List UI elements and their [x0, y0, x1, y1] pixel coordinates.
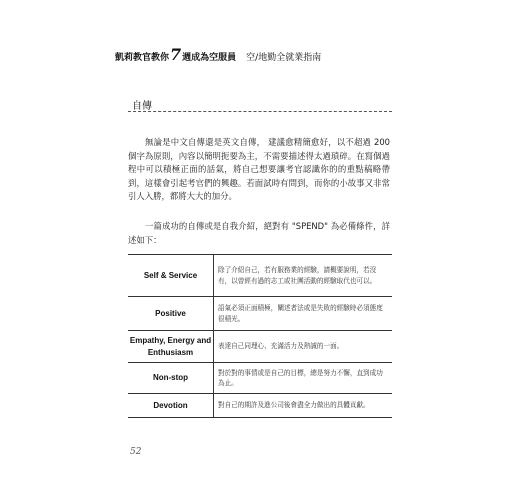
- header-title-number: 7: [170, 45, 182, 64]
- spend-key-devotion: Devotion: [128, 394, 214, 418]
- running-header: [115, 45, 322, 64]
- table-row: [128, 255, 392, 297]
- spend-key-self-service: Self & Service: [128, 255, 214, 297]
- spend-desc-positive: 語氣必須正面積極，闡述者法或是失敗的經驗時必須態度很積光。: [214, 297, 393, 331]
- header-title-suffix: 週成為空服員: [182, 53, 237, 63]
- spend-key-non-stop: Non-stop: [128, 363, 214, 394]
- body-paragraph-intro: 無論是中文自傳還是英文自傳， 建議愈精簡愈好，以不超過 200 個字為原則，內容以簡明扼要為主，不需要描述得太過瑣碎。在寫個過程中可以積極正面的話氣，將自己想要讓考官認識你的的重點稿略帶到，這樣會引起考官們的興趣。若面試時有問到，而你的小故事又非常引人入勝，都將大大的加分。: [128, 137, 390, 202]
- spend-desc-non-stop: 對於對的事情或是自己的目標，總是努力不懈，直到成功為止。: [214, 363, 393, 394]
- spend-key-positive: Positive: [128, 297, 214, 331]
- dashed-divider: [128, 111, 392, 112]
- spend-desc-empathy: 表達自己同理心、充滿活力及熱誠的一面。: [214, 331, 393, 363]
- table-row: [128, 394, 392, 418]
- spend-desc-devotion: 對自己的期許及進公司後會盡全力做出的具體貢獻。: [214, 394, 393, 418]
- table-row: [128, 297, 392, 331]
- table-row: [128, 331, 392, 363]
- header-subtitle: 空/地勤全就業指南: [246, 53, 322, 63]
- spend-desc-self-service: 除了介紹自己，若有服務業的經驗，請概要說明，若沒有，以曾經有過的志工或社團活動的經驗取代也可以。: [214, 255, 393, 297]
- page-number: 52: [130, 447, 142, 457]
- spend-table: [128, 254, 392, 418]
- table-row: [128, 363, 392, 394]
- body-paragraph-spend: 一篇成功的自傳或是自我介紹，絕對有 "SPEND" 為必備條件，詳述如下：: [128, 221, 390, 245]
- spend-key-empathy: Empathy, Energy and Enthusiasm: [128, 331, 214, 363]
- section-title: 自傳: [132, 101, 152, 112]
- header-title-prefix: 凱莉教官教你: [115, 53, 170, 63]
